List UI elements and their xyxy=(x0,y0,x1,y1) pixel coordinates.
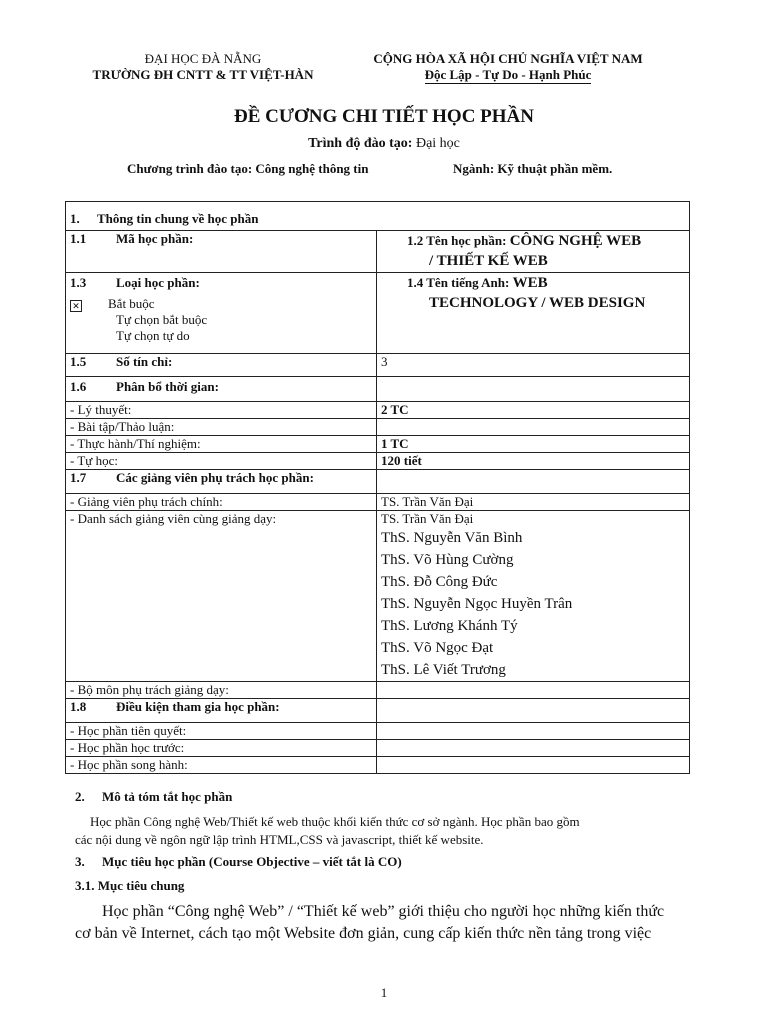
lecturer-item: ThS. Lương Khánh Tý xyxy=(381,618,518,634)
table-row xyxy=(66,419,690,436)
national-motto: Độc Lập - Tự Do - Hạnh Phúc xyxy=(424,67,592,82)
section-2-header: 2. Mô tả tóm tắt học phần xyxy=(75,789,233,804)
checkbox-checked-icon: ✕ xyxy=(70,300,82,312)
lecturer-item: ThS. Võ Hùng Cường xyxy=(381,552,514,568)
table-row xyxy=(66,699,690,723)
program-label: Chương trình đào tạo: Công nghệ thông tin xyxy=(127,161,369,176)
table-row xyxy=(66,494,690,511)
lecturer-list xyxy=(381,527,685,681)
national-title: CỘNG HÒA XÃ HỘI CHỦ NGHĨA VIỆT NAM xyxy=(373,51,643,66)
empty-cell xyxy=(377,470,690,494)
course-info-table xyxy=(65,201,690,774)
credits-label-cell: 1.5 Số tín chỉ: xyxy=(66,354,377,377)
time-allocation-cell: 1.6 Phân bổ thời gian: xyxy=(66,377,377,402)
self-study-label: - Tự học: xyxy=(66,453,377,470)
parallel-course-label: - Học phần song hành: xyxy=(66,757,377,774)
empty-cell xyxy=(377,740,690,757)
lecturer-list-cell xyxy=(377,511,690,682)
table-row xyxy=(66,231,690,273)
empty-cell xyxy=(377,682,690,699)
self-study-value: 120 tiết xyxy=(377,453,690,470)
major-label: Ngành: Kỹ thuật phần mềm. xyxy=(453,161,613,176)
section-3-1-paragraph-line: cơ bản về Internet, cách tạo một Website đơn giản, cung cấp kiến thức nền tảng trong việc xyxy=(75,925,652,942)
practice-value: 1 TC xyxy=(377,436,690,453)
lecturer-item: ThS. Võ Ngọc Đạt xyxy=(381,640,494,656)
english-name-cell: 1.4 Tên tiếng Anh: WEB TECHNOLOGY / WEB DESIGN xyxy=(377,273,690,354)
school-name: TRƯỜNG ĐH CNTT & TT VIỆT-HÀN xyxy=(92,67,314,82)
prerequisite-label: - Học phần tiên quyết: xyxy=(66,723,377,740)
course-code-cell: 1.1 Mã học phần: xyxy=(66,231,377,273)
main-lecturer-label: - Giảng viên phụ trách chính: xyxy=(66,494,377,511)
course-type-cell: 1.3 Loại học phần: ✕ Bắt buộc Tự chọn bắt buộc Tự chọn tự do xyxy=(66,273,377,354)
university-name: ĐẠI HỌC ĐÀ NẴNG xyxy=(144,51,262,66)
page-title: ĐỀ CƯƠNG CHI TIẾT HỌC PHẦN xyxy=(234,106,534,127)
lecturer-item: ThS. Lê Viết Trương xyxy=(381,662,506,678)
lecturer-item: ThS. Nguyễn Ngọc Huyền Trân xyxy=(381,596,573,612)
theory-label: - Lý thuyết: xyxy=(66,402,377,419)
section-3-1-paragraph-line: Học phần “Công nghệ Web” / “Thiết kế web” giới thiệu cho người học những kiến thức xyxy=(102,903,665,920)
empty-cell xyxy=(377,757,690,774)
table-row xyxy=(66,273,690,354)
exercise-label: - Bài tập/Thảo luận: xyxy=(66,419,377,436)
table-row xyxy=(66,757,690,774)
main-lecturer-value: TS. Trần Văn Đại xyxy=(377,494,690,511)
section-2-paragraph-line: các nội dung về ngôn ngữ lập trình HTML,CSS và javascript, thiết kế website. xyxy=(75,832,484,847)
table-row xyxy=(66,740,690,757)
course-name-cell: 1.2 Tên học phần: CÔNG NGHỆ WEB / THIẾT KẾ WEB xyxy=(377,231,690,273)
lecturer-list-label: - Danh sách giảng viên cùng giảng dạy: xyxy=(66,511,377,682)
section-2-paragraph-line: Học phần Công nghệ Web/Thiết kế web thuộc khối kiến thức cơ sở ngành. Học phần bao gồm xyxy=(90,814,580,829)
table-row xyxy=(66,202,690,231)
empty-cell xyxy=(377,419,690,436)
section-1-header: 1. Thông tin chung về học phần xyxy=(66,202,690,231)
section-3-header: 3. Mục tiêu học phần (Course Objective – viết tắt là CO) xyxy=(75,854,402,869)
table-row xyxy=(66,402,690,419)
table-row xyxy=(66,682,690,699)
empty-cell xyxy=(377,377,690,402)
lecturer-item: ThS. Nguyễn Văn Bình xyxy=(381,530,523,546)
table-row xyxy=(66,436,690,453)
page-number: 1 xyxy=(380,985,388,1000)
section-3-1-header: 3.1. Mục tiêu chung xyxy=(75,878,185,893)
department-label: - Bộ môn phụ trách giảng dạy: xyxy=(66,682,377,699)
table-row xyxy=(66,377,690,402)
lecturer-item: ThS. Đỗ Công Đức xyxy=(381,574,498,590)
empty-cell xyxy=(377,699,690,723)
credits-value-cell: 3 xyxy=(377,354,690,377)
training-level: Trình độ đào tạo: Đại học xyxy=(308,136,460,151)
table-row xyxy=(66,354,690,377)
table-row xyxy=(66,511,690,682)
prerequisite-header-cell: 1.8 Điều kiện tham gia học phần: xyxy=(66,699,377,723)
table-row xyxy=(66,453,690,470)
practice-label: - Thực hành/Thí nghiệm: xyxy=(66,436,377,453)
table-row xyxy=(66,470,690,494)
table-row xyxy=(66,723,690,740)
theory-value: 2 TC xyxy=(377,402,690,419)
lecturer-item: TS. Trần Văn Đại xyxy=(381,511,474,526)
lecturers-header-cell: 1.7 Các giảng viên phụ trách học phần: xyxy=(66,470,377,494)
empty-cell xyxy=(377,723,690,740)
prior-course-label: - Học phần học trước: xyxy=(66,740,377,757)
